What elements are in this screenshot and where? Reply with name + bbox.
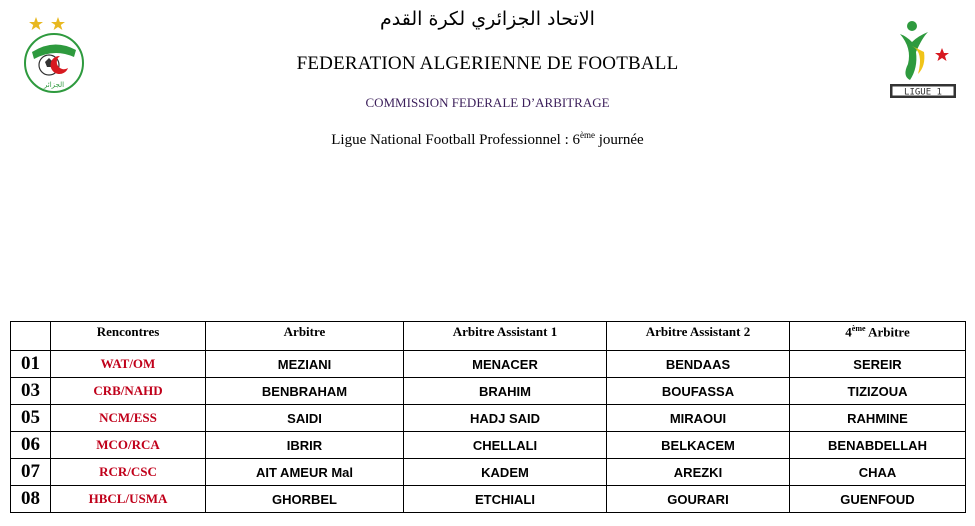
referees-table: [10, 321, 966, 513]
table-row: [11, 486, 966, 513]
header-num: [11, 322, 51, 351]
match-teams: WAT/OM: [51, 351, 206, 378]
assistant-1: CHELLALI: [404, 432, 607, 459]
table-row: [11, 378, 966, 405]
fourth-referee: RAHMINE: [790, 405, 966, 432]
table-row: [11, 459, 966, 486]
fourth-referee: BENABDELLAH: [790, 432, 966, 459]
svg-text:الجزائر: الجزائر: [43, 81, 65, 89]
match-number: 03: [11, 378, 51, 405]
referee: GHORBEL: [206, 486, 404, 513]
match-number: 08: [11, 486, 51, 513]
match-number: 06: [11, 432, 51, 459]
header-rencontres: Rencontres: [51, 322, 206, 351]
header-assistant1: Arbitre Assistant 1: [404, 322, 607, 351]
match-teams: RCR/CSC: [51, 459, 206, 486]
assistant-1: HADJ SAID: [404, 405, 607, 432]
ligue-prefix: Ligue National Football Professionnel : 6: [331, 132, 580, 148]
federation-title: FEDERATION ALGERIENNE DE FOOTBALL: [296, 53, 679, 74]
header-fourth: 4ème Arbitre: [790, 322, 966, 351]
ligue-sup: ème: [579, 130, 595, 140]
table-row: [11, 405, 966, 432]
table-row: [11, 351, 966, 378]
arabic-title: الاتحاد الجزائري لكرة القدم: [380, 8, 595, 30]
assistant-2: BOUFASSA: [607, 378, 790, 405]
assistant-2: AREZKI: [607, 459, 790, 486]
match-teams: HBCL/USMA: [51, 486, 206, 513]
fourth-referee: GUENFOUD: [790, 486, 966, 513]
ligue-suffix: journée: [594, 132, 644, 148]
assistant-2: GOURARI: [607, 486, 790, 513]
match-teams: MCO/RCA: [51, 432, 206, 459]
fourth-referee: TIZIZOUA: [790, 378, 966, 405]
match-teams: NCM/ESS: [51, 405, 206, 432]
header-assistant2: Arbitre Assistant 2: [607, 322, 790, 351]
ligue-subtitle: [0, 130, 975, 149]
match-number: 07: [11, 459, 51, 486]
match-number: 05: [11, 405, 51, 432]
fourth-referee: CHAA: [790, 459, 966, 486]
match-teams: CRB/NAHD: [51, 378, 206, 405]
assistant-2: BELKACEM: [607, 432, 790, 459]
referee: BENBRAHAM: [206, 378, 404, 405]
referee: IBRIR: [206, 432, 404, 459]
assistant-1: MENACER: [404, 351, 607, 378]
assistant-1: ETCHIALI: [404, 486, 607, 513]
table-row: [11, 432, 966, 459]
assistant-2: MIRAOUI: [607, 405, 790, 432]
header-arbitre: Arbitre: [206, 322, 404, 351]
assistant-1: KADEM: [404, 459, 607, 486]
svg-text:LIGUE 1: LIGUE 1: [904, 87, 942, 98]
table-header-row: [11, 322, 966, 351]
assistant-2: BENDAAS: [607, 351, 790, 378]
commission-title: COMMISSION FEDERALE D’ARBITRAGE: [365, 95, 610, 110]
fourth-referee: SEREIR: [790, 351, 966, 378]
referee: MEZIANI: [206, 351, 404, 378]
assistant-1: BRAHIM: [404, 378, 607, 405]
referee: SAIDI: [206, 405, 404, 432]
match-number: 01: [11, 351, 51, 378]
referee: AIT AMEUR Mal: [206, 459, 404, 486]
